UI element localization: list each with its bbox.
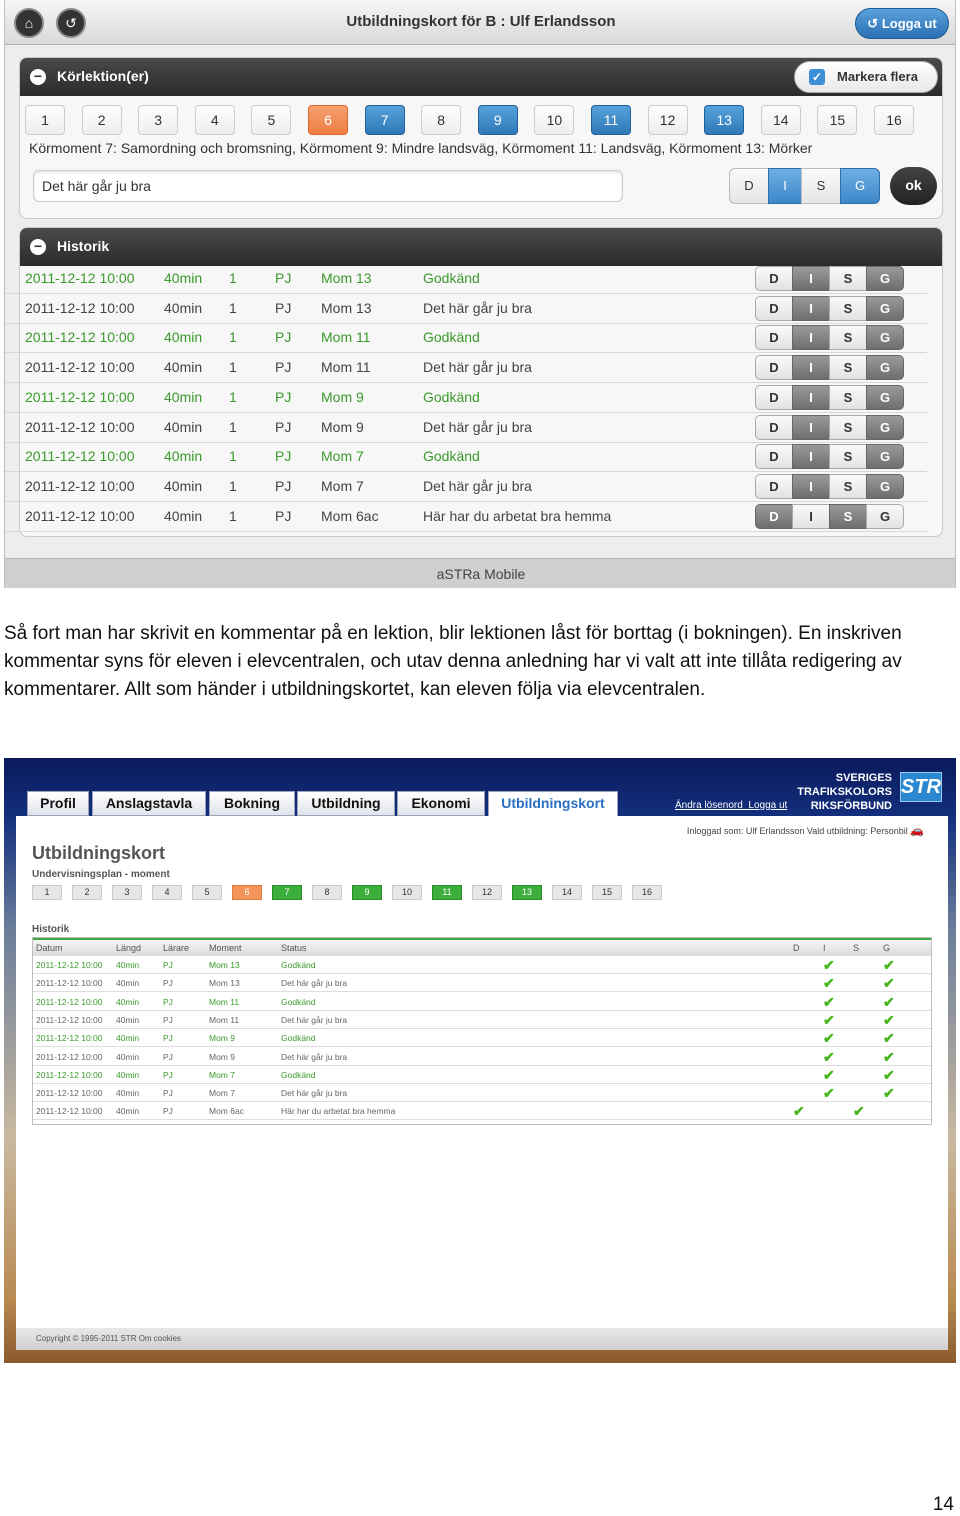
history-date: 2011-12-12 10:00	[25, 359, 135, 376]
logo-mark: STR	[900, 772, 942, 802]
seg-g-button[interactable]: G	[840, 168, 880, 204]
history-n: 1	[229, 507, 237, 524]
cell-date: 2011-12-12 10:00	[36, 1088, 103, 1099]
lesson-number-2[interactable]: 2	[82, 105, 122, 135]
history-who: PJ	[275, 299, 292, 316]
cell-status: Det här går ju bra	[281, 1088, 348, 1099]
history-mom: Mom 11	[321, 359, 371, 376]
table-row	[33, 1048, 931, 1066]
history-len: 40min	[164, 359, 203, 376]
history-who: PJ	[275, 448, 292, 465]
checkmark-icon: ✔	[883, 957, 895, 973]
checkmark-icon: ✔	[823, 1011, 835, 1028]
history-status: Det här går ju bra	[423, 299, 532, 316]
history-len: 40min	[164, 477, 203, 494]
web-screenshot	[4, 758, 956, 1363]
history-who: PJ	[275, 388, 292, 405]
cell-mom: Mom 11	[209, 996, 240, 1007]
cell-date: 2011-12-12 10:00	[36, 1033, 103, 1044]
history-n: 1	[229, 448, 237, 465]
history-status: Godkänd	[423, 270, 480, 286]
history-i-button[interactable]: I	[792, 325, 830, 350]
tab-anslagstavla[interactable]: Anslagstavla	[92, 791, 206, 816]
logout-link[interactable]: Logga ut	[748, 800, 788, 811]
history-buttons	[755, 266, 907, 291]
table-row	[33, 1029, 931, 1047]
moments-description: Körmoment 7: Samordning och bromsning, Körmoment 9: Mindre landsväg, Körmoment 11: Landsväg, Körmoment 13: Mörker	[29, 140, 813, 156]
cell-mom: Mom 6ac	[209, 1106, 244, 1117]
history-d-button[interactable]: D	[755, 355, 793, 380]
history-table	[32, 937, 932, 1125]
history-mom: Mom 9	[321, 418, 364, 435]
cell-len: 40min	[116, 1088, 140, 1099]
historik-header[interactable]	[20, 228, 942, 266]
cell-who: PJ	[163, 1051, 173, 1062]
checkmark-icon: ✔	[883, 1011, 895, 1028]
history-date: 2011-12-12 10:00	[25, 507, 135, 524]
history-d-button[interactable]: D	[755, 325, 793, 350]
history-n: 1	[229, 299, 237, 316]
web-lesson-number-11[interactable]: 11	[432, 885, 462, 900]
history-s-button[interactable]: S	[829, 474, 867, 499]
history-len: 40min	[164, 299, 203, 316]
cell-status: Godkänd	[281, 996, 316, 1007]
web-lesson-number-7[interactable]: 7	[272, 885, 302, 900]
history-date: 2011-12-12 10:00	[25, 329, 135, 346]
header-links	[675, 800, 787, 811]
web-lesson-number-1[interactable]: 1	[32, 885, 62, 900]
history-mom: Mom 9	[321, 388, 364, 405]
cell-who: PJ	[163, 1106, 173, 1117]
cell-who: PJ	[163, 1033, 173, 1044]
logout-label: Logga ut	[881, 16, 937, 31]
cell-len: 40min	[116, 1069, 140, 1080]
col-i: I	[823, 943, 826, 953]
logo-line-3: RIKSFÖRBUND	[810, 800, 892, 812]
history-who: PJ	[275, 329, 292, 346]
history-g-button[interactable]: G	[866, 355, 904, 380]
history-n: 1	[229, 477, 237, 494]
markera-flera-toggle[interactable]	[794, 61, 938, 93]
col-d: D	[793, 943, 800, 953]
history-len: 40min	[164, 270, 203, 286]
checkbox-icon: ✓	[809, 69, 825, 85]
web-lesson-number-15[interactable]: 15	[592, 885, 622, 900]
lesson-number-9[interactable]: 9	[478, 105, 518, 135]
history-mom: Mom 11	[321, 329, 371, 346]
history-status: Det här går ju bra	[423, 418, 532, 435]
back-icon[interactable]: ↺	[56, 8, 86, 38]
history-mom: Mom 13	[321, 270, 372, 286]
cell-len: 40min	[116, 978, 140, 989]
history-s-button[interactable]: S	[829, 296, 867, 321]
table-row	[33, 974, 931, 992]
web-page-title: Utbildningskort	[32, 843, 165, 863]
cell-who: PJ	[163, 1014, 173, 1025]
history-s-button[interactable]: S	[829, 385, 867, 410]
history-status: Här har du arbetat bra hemma	[423, 507, 612, 524]
lesson-number-13[interactable]: 13	[704, 105, 744, 135]
logout-icon: ↺	[867, 16, 882, 31]
lesson-number-7[interactable]: 7	[365, 105, 405, 135]
cell-date: 2011-12-12 10:00	[36, 1014, 103, 1025]
tab-profil[interactable]: Profil	[27, 791, 89, 816]
web-lesson-number-13[interactable]: 13	[512, 885, 542, 900]
cell-len: 40min	[116, 1014, 140, 1025]
car-icon: 🚗	[910, 825, 924, 837]
cell-date: 2011-12-12 10:00	[36, 960, 103, 970]
tab-utbildning[interactable]: Utbildning	[297, 791, 395, 816]
cell-status: Här har du arbetat bra hemma	[281, 1106, 396, 1117]
web-historik-label: Historik	[32, 924, 70, 935]
checkmark-icon: ✔	[883, 1048, 895, 1065]
collapse-icon[interactable]: −	[30, 69, 46, 85]
login-info-text: Inloggad som: Ulf Erlandsson Vald utbildning: Personbil	[686, 826, 908, 836]
history-row	[5, 353, 927, 383]
copyright-footer: Copyright © 1995-2011 STR Om cookies	[16, 1328, 948, 1350]
col-g: G	[883, 943, 891, 953]
logo-line-2: TRAFIKSKOLORS	[797, 786, 892, 798]
history-row	[5, 294, 927, 324]
history-who: PJ	[275, 418, 292, 435]
lesson-number-1[interactable]: 1	[25, 105, 65, 135]
comment-input[interactable]: Det här går ju bra	[33, 170, 623, 202]
cell-mom: Mom 13	[209, 960, 240, 970]
checkmark-icon: ✔	[883, 975, 895, 992]
table-row	[33, 1084, 931, 1102]
history-buttons	[755, 325, 907, 350]
history-mom: Mom 13	[321, 299, 372, 316]
cell-status: Det här går ju bra	[281, 1014, 348, 1025]
history-g-button[interactable]: G	[866, 415, 904, 440]
history-date: 2011-12-12 10:00	[25, 299, 135, 316]
cell-mom: Mom 9	[209, 1033, 235, 1044]
cell-who: PJ	[163, 1069, 173, 1080]
web-lesson-number-12[interactable]: 12	[472, 885, 502, 900]
cell-date: 2011-12-12 10:00	[36, 978, 103, 989]
history-date: 2011-12-12 10:00	[25, 477, 135, 494]
cell-who: PJ	[163, 1088, 173, 1099]
history-i-button[interactable]: I	[792, 385, 830, 410]
history-s-button[interactable]: S	[829, 325, 867, 350]
history-n: 1	[229, 270, 237, 286]
history-mom: Mom 6ac	[321, 507, 379, 524]
collapse-icon[interactable]: −	[30, 239, 46, 255]
cell-status: Det här går ju bra	[281, 978, 348, 989]
history-buttons	[755, 474, 907, 499]
lesson-number-12[interactable]: 12	[648, 105, 688, 135]
history-len: 40min	[164, 388, 203, 405]
history-g-button[interactable]: G	[866, 266, 904, 291]
history-i-button[interactable]: I	[792, 266, 830, 291]
checkmark-icon: ✔	[823, 1030, 835, 1047]
web-lesson-number-16[interactable]: 16	[632, 885, 662, 900]
history-d-button[interactable]: D	[755, 474, 793, 499]
login-info	[687, 824, 924, 837]
history-date: 2011-12-12 10:00	[25, 270, 135, 286]
lesson-number-8[interactable]: 8	[421, 105, 461, 135]
lesson-number-5[interactable]: 5	[251, 105, 291, 135]
cell-status: Godkänd	[281, 1033, 316, 1044]
cell-len: 40min	[116, 1051, 140, 1062]
history-d-button[interactable]: D	[755, 385, 793, 410]
history-date: 2011-12-12 10:00	[25, 448, 135, 465]
col-datum: Datum	[36, 943, 63, 953]
history-who: PJ	[275, 507, 292, 524]
history-d-button[interactable]: D	[755, 296, 793, 321]
web-lesson-number-6[interactable]: 6	[232, 885, 262, 900]
history-status: Det här går ju bra	[423, 359, 532, 376]
cell-mom: Mom 9	[209, 1051, 235, 1062]
history-s-button[interactable]: S	[829, 415, 867, 440]
history-row	[5, 383, 927, 413]
checkmark-icon: ✔	[793, 1103, 805, 1120]
history-g-button[interactable]: G	[866, 385, 904, 410]
history-g-button[interactable]: G	[866, 325, 904, 350]
change-password-link[interactable]: Ändra lösenord	[675, 800, 743, 811]
checkmark-icon: ✔	[883, 993, 895, 1010]
lesson-number-15[interactable]: 15	[817, 105, 857, 135]
tab-utbildningskort[interactable]: Utbildningskort	[488, 791, 618, 817]
mobile-header	[5, 0, 956, 45]
logo-line-1: SVERIGES	[835, 772, 892, 784]
cell-len: 40min	[116, 960, 140, 970]
history-d-button[interactable]: D	[755, 444, 793, 469]
history-date: 2011-12-12 10:00	[25, 388, 135, 405]
checkmark-icon: ✔	[823, 993, 835, 1010]
history-i-button[interactable]: I	[792, 415, 830, 440]
lesson-number-4[interactable]: 4	[195, 105, 235, 135]
history-d-button[interactable]: D	[755, 266, 793, 291]
history-i-button[interactable]: I	[792, 474, 830, 499]
history-row	[5, 442, 927, 472]
history-g-button[interactable]: G	[866, 444, 904, 469]
web-content	[16, 816, 948, 1328]
cell-status: Godkänd	[281, 960, 316, 970]
history-row	[5, 323, 927, 353]
lesson-number-6[interactable]: 6	[308, 105, 348, 135]
checkmark-icon: ✔	[823, 1048, 835, 1065]
cell-who: PJ	[163, 960, 173, 970]
cell-who: PJ	[163, 996, 173, 1007]
history-status: Det här går ju bra	[423, 477, 532, 494]
history-mom: Mom 7	[321, 448, 364, 465]
web-lesson-number-10[interactable]: 10	[392, 885, 422, 900]
history-g-button[interactable]: G	[866, 296, 904, 321]
ok-button[interactable]: ok	[890, 167, 937, 205]
cell-len: 40min	[116, 1033, 140, 1044]
table-row	[33, 1011, 931, 1029]
history-i-button[interactable]: I	[792, 296, 830, 321]
history-buttons	[755, 415, 907, 440]
cell-who: PJ	[163, 978, 173, 989]
history-s-button[interactable]: S	[829, 504, 867, 529]
lesson-number-3[interactable]: 3	[138, 105, 178, 135]
seg-d-button[interactable]: D	[729, 168, 769, 204]
cell-status: Det här går ju bra	[281, 1051, 348, 1062]
history-row	[5, 413, 927, 443]
historik-label: Historik	[57, 238, 110, 254]
col-moment: Moment	[209, 943, 242, 953]
history-status: Godkänd	[423, 388, 480, 405]
history-date: 2011-12-12 10:00	[25, 418, 135, 435]
history-mom: Mom 7	[321, 477, 364, 494]
history-buttons	[755, 355, 907, 380]
history-buttons	[755, 296, 907, 321]
history-i-button[interactable]: I	[792, 355, 830, 380]
cell-status: Godkänd	[281, 1069, 316, 1080]
lesson-number-16[interactable]: 16	[874, 105, 914, 135]
history-n: 1	[229, 418, 237, 435]
checkmark-icon: ✔	[823, 975, 835, 992]
checkmark-icon: ✔	[823, 1085, 835, 1102]
cell-len: 40min	[116, 1106, 140, 1117]
web-lesson-number-14[interactable]: 14	[552, 885, 582, 900]
cell-date: 2011-12-12 10:00	[36, 1106, 103, 1117]
history-who: PJ	[275, 359, 292, 376]
web-lesson-number-3[interactable]: 3	[112, 885, 142, 900]
seg-s-button[interactable]: S	[801, 168, 841, 204]
mobile-footer: aSTRa Mobile	[5, 558, 956, 588]
markera-label: Markera flera	[837, 69, 918, 84]
web-lesson-number-5[interactable]: 5	[192, 885, 222, 900]
history-s-button[interactable]: S	[829, 355, 867, 380]
col-status: Status	[281, 943, 307, 953]
checkmark-icon: ✔	[883, 1030, 895, 1047]
seg-i-button[interactable]: I	[768, 168, 802, 204]
checkmark-icon: ✔	[823, 1066, 835, 1083]
history-d-button[interactable]: D	[755, 415, 793, 440]
cell-date: 2011-12-12 10:00	[36, 996, 103, 1007]
page-title: Utbildningskort för B : Ulf Erlandsson	[346, 13, 616, 30]
history-g-button[interactable]: G	[866, 504, 904, 529]
history-d-button[interactable]: D	[755, 504, 793, 529]
history-n: 1	[229, 359, 237, 376]
table-header	[33, 938, 931, 956]
history-n: 1	[229, 388, 237, 405]
tab-bokning[interactable]: Bokning	[209, 791, 295, 816]
page-number: 14	[932, 1494, 954, 1515]
korlektion-label: Körlektion(er)	[57, 68, 149, 84]
history-len: 40min	[164, 418, 203, 435]
table-row	[33, 956, 931, 974]
cell-date: 2011-12-12 10:00	[36, 1069, 103, 1080]
history-i-button[interactable]: I	[792, 504, 830, 529]
web-lesson-number-4[interactable]: 4	[152, 885, 182, 900]
history-buttons	[755, 444, 907, 469]
logout-button[interactable]	[855, 8, 949, 39]
cell-mom: Mom 7	[209, 1088, 235, 1099]
table-row	[33, 1102, 931, 1120]
checkmark-icon: ✔	[823, 957, 835, 973]
col-larare: Lärare	[163, 943, 190, 953]
history-s-button[interactable]: S	[829, 444, 867, 469]
col-s: S	[853, 943, 860, 953]
col-langd: Längd	[116, 943, 142, 953]
korlektion-header[interactable]	[20, 58, 942, 96]
table-row	[33, 993, 931, 1011]
web-lesson-number-9[interactable]: 9	[352, 885, 382, 900]
web-subtitle: Undervisningsplan - moment	[32, 869, 170, 880]
body-paragraph: Så fort man har skrivit en kommentar på en lektion, blir lektionen låst för borttag (i bokningen). En inskriven kommentar syns för eleven i elevcentralen, och utav denna anledning har vi valt att inte tillåta redigering av kommentarer. Allt som händer i utbildningskortet, kan eleven följa via elevcentralen.	[4, 623, 902, 700]
web-lesson-number-8[interactable]: 8	[312, 885, 342, 900]
mobile-screenshot	[4, 0, 956, 588]
history-who: PJ	[275, 270, 292, 286]
history-n: 1	[229, 329, 237, 346]
history-buttons	[755, 504, 907, 529]
checkmark-icon: ✔	[883, 1085, 895, 1102]
web-lesson-number-2[interactable]: 2	[72, 885, 102, 900]
history-row	[5, 502, 927, 532]
history-len: 40min	[164, 507, 203, 524]
history-buttons	[755, 385, 907, 410]
history-row	[5, 472, 927, 502]
lesson-number-14[interactable]: 14	[761, 105, 801, 135]
history-who: PJ	[275, 477, 292, 494]
lesson-number-11[interactable]: 11	[591, 105, 631, 135]
history-status: Godkänd	[423, 448, 480, 465]
history-len: 40min	[164, 329, 203, 346]
history-i-button[interactable]: I	[792, 444, 830, 469]
cell-mom: Mom 13	[209, 978, 240, 989]
cell-date: 2011-12-12 10:00	[36, 1051, 103, 1062]
checkmark-icon: ✔	[883, 1066, 895, 1083]
lesson-number-10[interactable]: 10	[534, 105, 574, 135]
checkmark-icon: ✔	[853, 1103, 865, 1120]
history-s-button[interactable]: S	[829, 266, 867, 291]
cell-mom: Mom 7	[209, 1069, 235, 1080]
history-status: Godkänd	[423, 329, 480, 346]
cell-mom: Mom 11	[209, 1014, 240, 1025]
history-len: 40min	[164, 448, 203, 465]
history-g-button[interactable]: G	[866, 474, 904, 499]
history-row	[5, 264, 927, 294]
home-icon[interactable]: ⌂	[14, 8, 44, 38]
table-row	[33, 1066, 931, 1084]
tab-ekonomi[interactable]: Ekonomi	[397, 791, 485, 816]
cell-len: 40min	[116, 996, 140, 1007]
